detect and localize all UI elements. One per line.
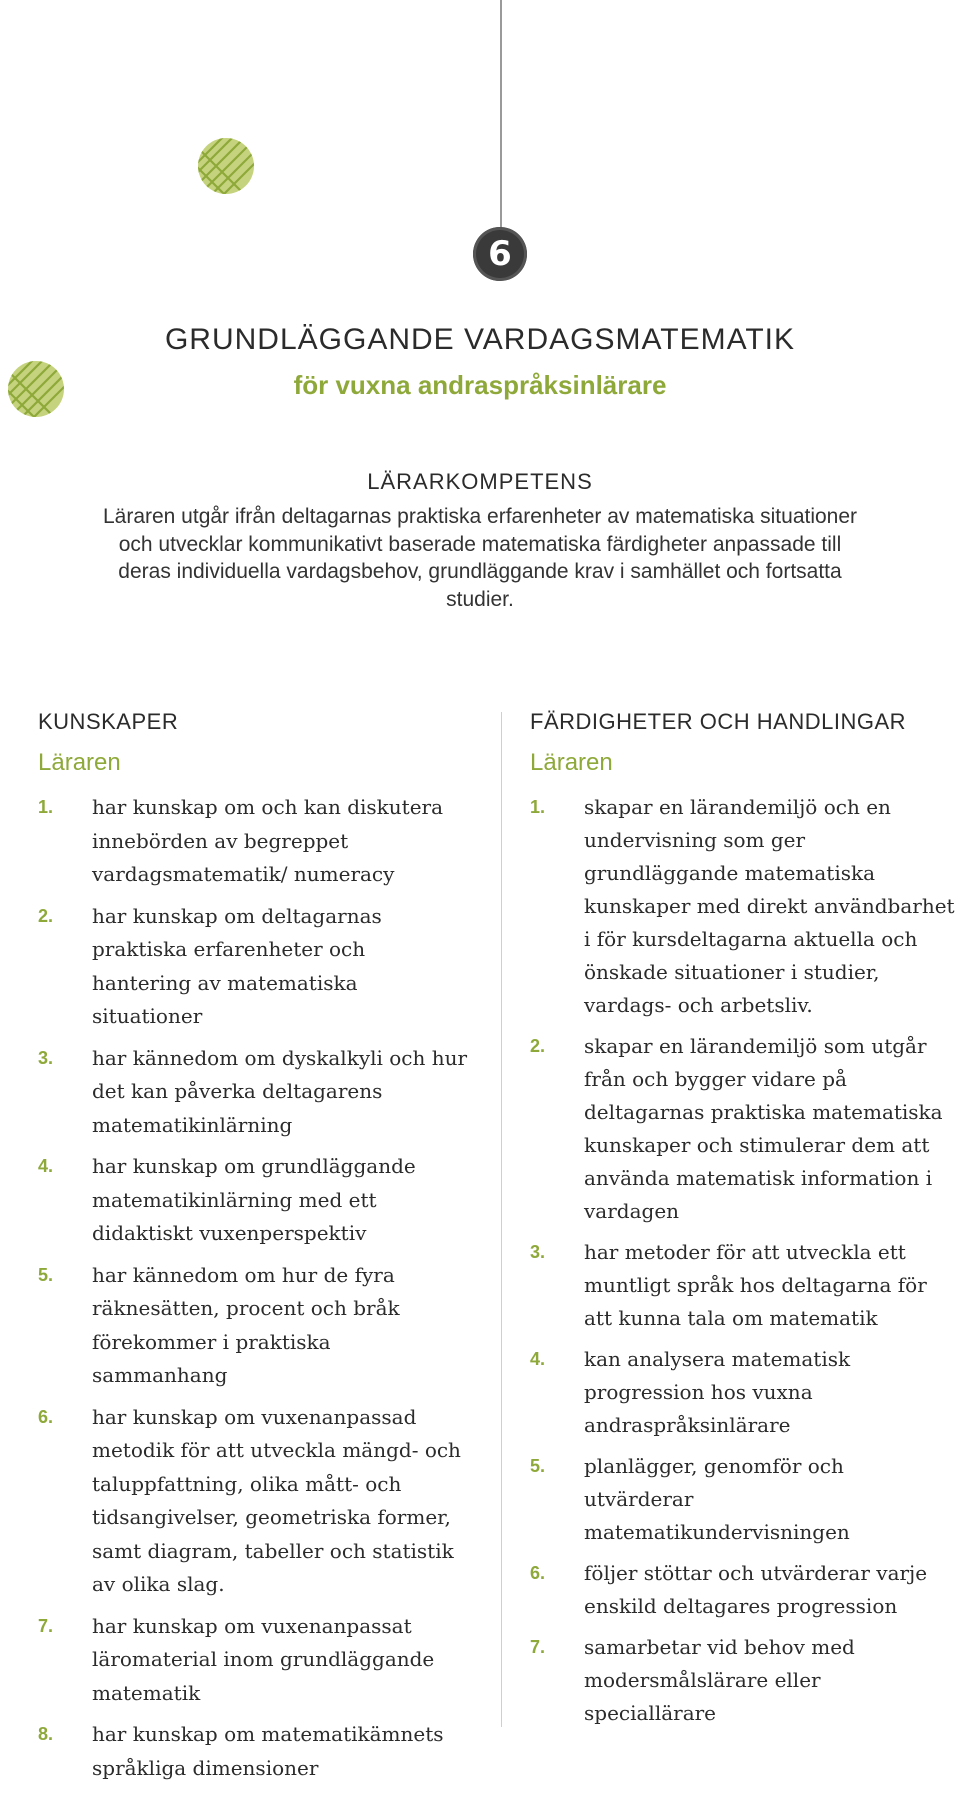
item-number: 5.	[530, 1456, 546, 1476]
skills-subheading: Läraren	[530, 749, 613, 776]
page-subtitle: för vuxna andraspråksinlärare	[293, 370, 667, 400]
item-text: har kunskap om och kan diskutera innebörden av begreppet vardagsmatematik/ numeracy	[92, 795, 444, 886]
item-text: har kännedom om hur de fyra räknesätten, procent och bråk förekommer i praktiska sammanhang	[92, 1262, 400, 1387]
list-item	[530, 1557, 955, 1623]
competence-text: Läraren utgår ifrån deltagarnas praktiska erfarenheter av matematiska situationer och utvecklar kommunikativt baserade matematiska färdigheter anpassade till deras individuella vardagsbehov, grundläggande krav i samhället och fortsatta studier.	[102, 505, 858, 611]
knowledge-heading: KUNSKAPER	[38, 709, 179, 734]
item-number: 1.	[38, 797, 54, 817]
skills-list	[530, 791, 955, 1730]
page-title: GRUNDLÄGGANDE VARDAGSMATEMATIK	[164, 323, 796, 356]
item-number: 2.	[530, 1036, 546, 1056]
item-number: 3.	[530, 1242, 546, 1262]
hanging-line	[500, 0, 502, 228]
list-item	[38, 1610, 468, 1711]
list-item	[38, 1150, 468, 1251]
list-item	[530, 791, 955, 1022]
item-text: skapar en lärandemiljö som utgår från och bygger vidare på deltagarnas praktiska matematiska kunskaper och stimulerar dem att använda matematisk information i vardagen	[584, 1034, 943, 1223]
knowledge-column	[38, 709, 468, 1793]
list-item	[38, 791, 468, 892]
item-text: har kännedom om dyskalkyli och hur det kan påverka deltagarens matematikinlärning	[92, 1045, 468, 1137]
item-number: 7.	[530, 1637, 546, 1657]
knowledge-subheading: Läraren	[38, 749, 121, 776]
list-item	[530, 1450, 955, 1549]
item-text: har kunskap om vuxenanpassat läromaterial inom grundläggande matematik	[92, 1613, 435, 1705]
item-text: har kunskap om grundläggande matematikinlärning med ett didaktiskt vuxenperspektiv	[92, 1154, 416, 1245]
list-item	[530, 1343, 955, 1442]
competence-heading: LÄRARKOMPETENS	[367, 469, 593, 494]
item-text: kan analysera matematisk progression hos vuxna andraspråksinlärare	[584, 1347, 851, 1437]
column-divider	[501, 712, 502, 1727]
list-item	[530, 1030, 955, 1228]
item-number: 2.	[38, 905, 54, 926]
item-number: 4.	[38, 1156, 54, 1176]
knowledge-list	[38, 791, 468, 1785]
list-item	[530, 1631, 955, 1730]
item-number: 1.	[530, 797, 546, 817]
item-number: 5.	[38, 1264, 54, 1285]
item-text: följer stöttar och utvärderar varje enskild deltagares progression	[584, 1561, 928, 1618]
item-text: skapar en lärandemiljö och en undervisning som ger grundläggande matematiska kunskaper med direkt användbarhet i för kursdeltagarna aktuella och önskade situationer i studier, vardags- och arbetsliv.	[584, 795, 955, 1017]
list-item	[530, 1236, 955, 1335]
item-text: samarbetar vid behov med modersmålslärare eller speciallärare	[584, 1635, 855, 1725]
chapter-number-badge: 6	[473, 227, 527, 281]
list-item	[38, 1042, 468, 1143]
list-item	[38, 1718, 468, 1785]
item-number: 6.	[530, 1563, 546, 1583]
list-item	[38, 1401, 468, 1602]
item-number: 6.	[38, 1406, 54, 1427]
item-number: 4.	[530, 1349, 546, 1369]
list-item	[38, 900, 468, 1034]
decorative-green-scribble-dot	[195, 135, 257, 197]
item-number: 8.	[38, 1724, 54, 1744]
skills-heading: FÄRDIGHETER OCH HANDLINGAR	[530, 709, 907, 734]
item-text: har metoder för att utveckla ett muntligt språk hos deltagarna för att kunna tala om matematik	[584, 1240, 927, 1330]
item-text: har kunskap om vuxenanpassad metodik för att utveckla mängd- och taluppfattning, olika mått- och tidsangivelser, geometriska former, samt diagram, tabeller och statistik av olika slag.	[92, 1404, 461, 1596]
item-text: har kunskap om matematikämnets språkliga dimensioner	[92, 1722, 444, 1780]
item-text: planlägger, genomför och utvärderar matematikundervisningen	[584, 1454, 850, 1544]
skills-column	[530, 709, 955, 1738]
item-text: har kunskap om deltagarnas praktiska erfarenheter och hantering av matematiska situationer	[92, 903, 382, 1028]
list-item	[38, 1259, 468, 1393]
item-number: 7.	[38, 1615, 54, 1636]
item-number: 3.	[38, 1047, 54, 1068]
